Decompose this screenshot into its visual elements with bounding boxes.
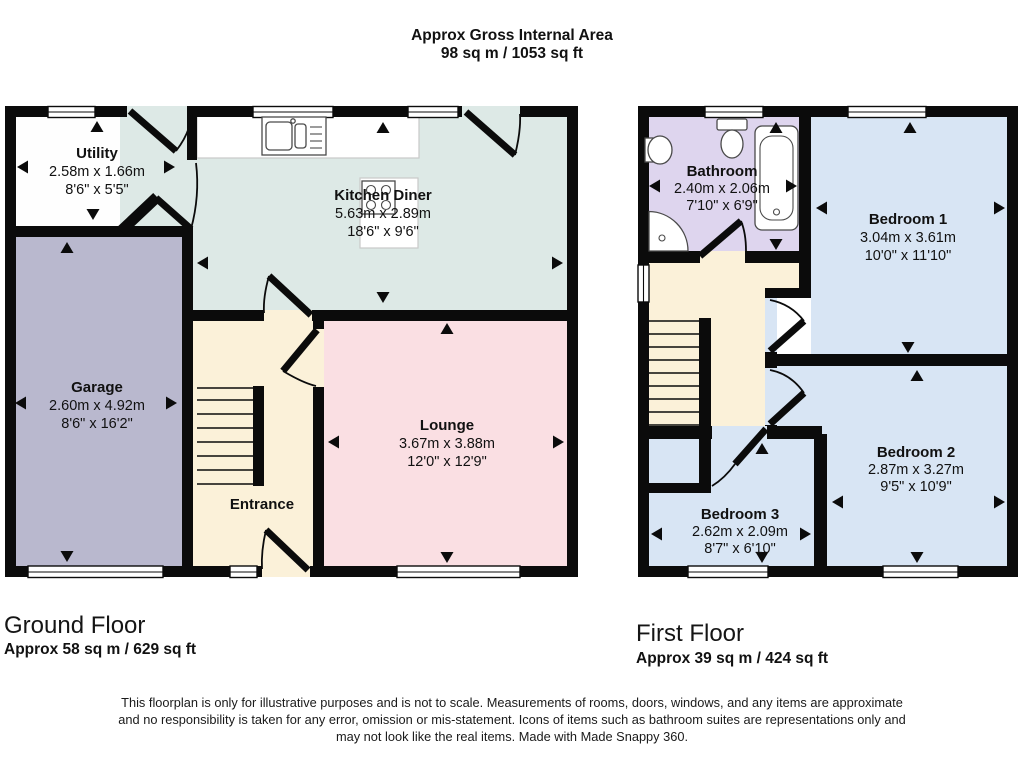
room-utility-name: Utility — [76, 145, 118, 162]
ground-floor-label: Ground Floor — [4, 612, 146, 639]
ground-floor-area: Approx 58 sq m / 629 sq ft — [4, 641, 197, 658]
room-bedroom3-imperial: 8'7" x 6'10" — [704, 541, 776, 557]
room-kitchen-imperial: 18'6" x 9'6" — [347, 224, 419, 240]
room-utility-imperial: 8'6" x 5'5" — [65, 182, 129, 198]
room-bedroom1-metric: 3.04m x 3.61m — [860, 230, 956, 246]
page-title: Approx Gross Internal Area — [411, 27, 613, 44]
room-garage-name: Garage — [71, 379, 123, 396]
window — [48, 107, 95, 118]
room-bedroom3-metric: 2.62m x 2.09m — [692, 524, 788, 540]
disclaimer-line: This floorplan is only for illustrative purposes and is not to scale. Measurements of rooms, doors, windows, and any items are approximate — [121, 695, 903, 710]
disclaimer-line: and no responsibility is taken for any error, omission or mis-statement. Icons of items such as bathroom suites are representations only and — [118, 712, 906, 727]
room-lounge-name: Lounge — [419, 417, 475, 434]
room-bathroom — [674, 163, 770, 214]
garage-door — [28, 566, 163, 578]
disclaimer — [118, 695, 905, 744]
window — [397, 566, 520, 578]
room-bedroom2-imperial: 9'5" x 10'9" — [880, 479, 952, 495]
room-kitchen-diner — [334, 187, 432, 240]
room-bathroom-imperial: 7'10" x 6'9" — [686, 198, 758, 214]
first-floor-area: Approx 39 sq m / 424 sq ft — [636, 650, 829, 667]
room-bedroom1-name: Bedroom 1 — [868, 211, 948, 228]
window — [688, 566, 768, 578]
room-bedroom1-imperial: 10'0" x 11'10" — [864, 248, 952, 264]
room-bedroom3-name: Bedroom 3 — [700, 506, 780, 523]
window — [848, 107, 926, 118]
room-bathroom-name: Bathroom — [686, 163, 758, 180]
room-bedroom-3 — [692, 506, 788, 557]
room-lounge-metric: 3.67m x 3.88m — [399, 436, 495, 452]
ground-floor-plan — [5, 106, 578, 578]
window — [883, 566, 958, 578]
first-floor-plan — [638, 106, 1018, 578]
kitchen-sink-icon — [262, 117, 326, 155]
window — [230, 566, 257, 578]
room-bathroom-metric: 2.40m x 2.06m — [674, 181, 770, 197]
disclaimer-line: may not look like the real items. Made with Made Snappy 360. — [335, 729, 689, 744]
window — [408, 107, 458, 118]
window — [705, 107, 763, 118]
basin-icon — [645, 136, 672, 164]
room-bedroom2-name: Bedroom 2 — [876, 444, 956, 461]
room-kitchen-name: Kitchen Diner — [334, 187, 432, 204]
room-lounge-imperial: 12'0" x 12'9" — [407, 454, 487, 470]
window — [253, 107, 333, 118]
room-bedroom-2 — [868, 444, 964, 495]
room-entrance-name: Entrance — [229, 496, 295, 513]
room-bedroom2-metric: 2.87m x 3.27m — [868, 462, 964, 478]
room-garage-metric: 2.60m x 4.92m — [49, 398, 145, 414]
room-kitchen-metric: 5.63m x 2.89m — [335, 206, 431, 222]
room-utility-metric: 2.58m x 1.66m — [49, 164, 145, 180]
page-subtitle: 98 sq m / 1053 sq ft — [440, 45, 584, 62]
bathtub-icon — [755, 126, 798, 230]
room-garage-imperial: 8'6" x 16'2" — [61, 416, 133, 432]
first-floor-label: First Floor — [636, 620, 744, 647]
room-bedroom-1 — [860, 211, 956, 264]
window — [638, 265, 649, 302]
